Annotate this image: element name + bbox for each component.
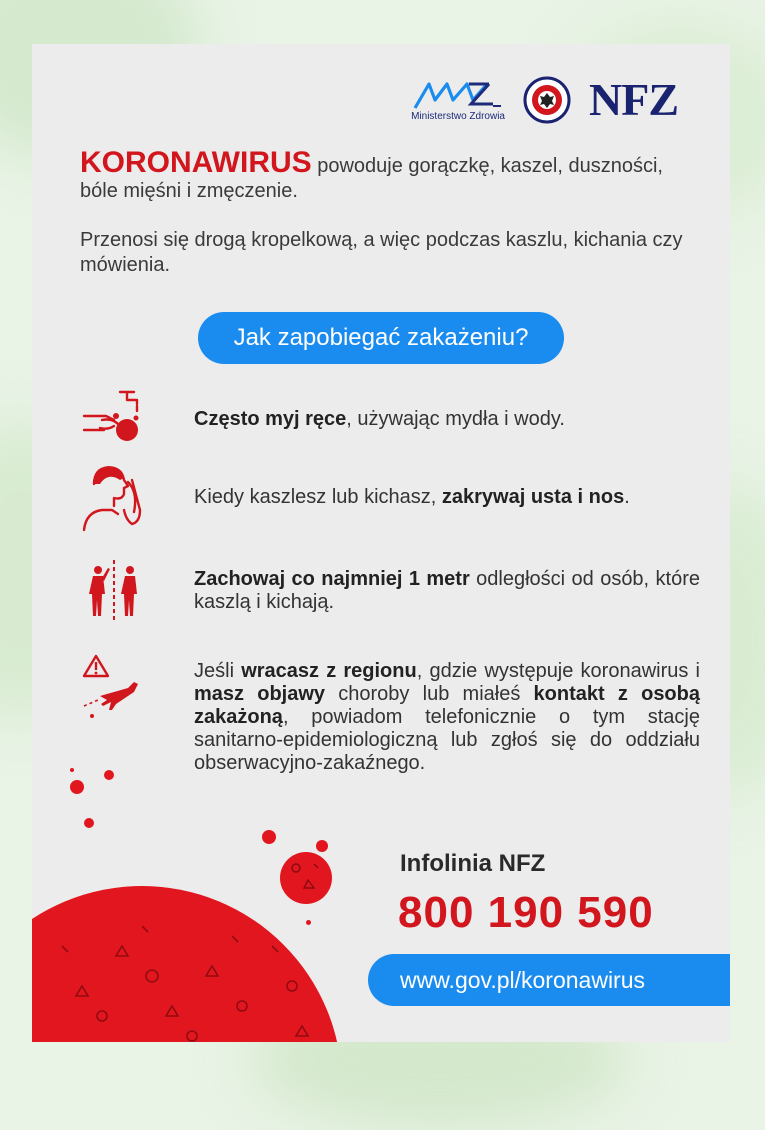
sanepid-seal-icon	[523, 76, 571, 124]
ministry-logo	[411, 78, 505, 122]
intro-transmission: Przenosi się drogą kropelkową, a więc podczas kaszlu, kichania czy mówienia.	[80, 229, 683, 276]
virus-dot	[70, 768, 74, 772]
virus-pattern-icon	[32, 886, 342, 1042]
tip-text-regular: , powiadom telefonicznie o tym stację sanitarno-epidemiologiczną lub zgłoś się do oddziału obserwacyjno-zakaźnego.	[194, 706, 700, 774]
hand-washing-icon	[80, 384, 150, 454]
logo-bar	[411, 72, 678, 128]
tip-returning-travelers	[80, 660, 700, 775]
tip-text-bold: wracasz z regionu	[241, 660, 417, 682]
tip-text-bold: Zachowaj co najmniej 1 metr	[194, 568, 470, 590]
tip-text-regular: Jeśli	[194, 660, 242, 682]
infoline-title: Infolinia NFZ	[400, 850, 546, 877]
tip-text	[194, 408, 565, 431]
tip-text-regular: odległości od osób, które kaszlą i kichają.	[194, 568, 700, 613]
tip-text-regular: , używając mydła i wody.	[346, 407, 565, 430]
ministry-mz-icon	[413, 78, 503, 110]
cover-cough-icon	[80, 462, 150, 532]
nfz-logo: NFZ	[589, 74, 678, 125]
distance-icon	[80, 556, 150, 626]
website-link[interactable]: www.gov.pl/koronawirus	[368, 954, 730, 1006]
virus-dot	[306, 920, 311, 925]
headline: KORONAWIRUS	[80, 146, 312, 179]
tip-cover-cough	[80, 462, 700, 532]
symptoms-text: powoduje gorączkę, kaszel, duszności, bóle mięśni i zmęczenie.	[80, 155, 663, 202]
tip-text	[194, 568, 700, 614]
ministry-name: Ministerstwo Zdrowia	[411, 111, 505, 122]
tip-text-regular: Kiedy kaszlesz lub kichasz,	[194, 485, 442, 508]
tip-keep-distance	[80, 556, 700, 626]
virus-dot	[262, 830, 276, 844]
virus-decoration-circle	[32, 886, 342, 1042]
tip-text-bold: masz objawy	[194, 683, 326, 705]
tip-wash-hands	[80, 384, 700, 454]
virus-dot	[84, 818, 94, 828]
intro-text	[80, 146, 700, 278]
tip-text-regular: choroby lub miałeś	[325, 683, 534, 705]
virus-cell-icon	[278, 850, 334, 906]
tip-text-bold: zakrywaj usta i nos	[441, 485, 625, 508]
virus-dot	[104, 770, 114, 780]
virus-dot	[70, 780, 84, 794]
poster-card	[32, 44, 730, 1042]
tip-text	[194, 486, 630, 509]
tip-text-bold: kontakt z osobą zakażoną	[194, 683, 700, 728]
tip-text-bold: Często myj ręce	[194, 407, 347, 430]
prevention-heading: Jak zapobiegać zakażeniu?	[198, 312, 564, 364]
tip-text-regular: .	[624, 485, 630, 508]
intro-symptoms	[80, 146, 700, 204]
tip-text	[194, 660, 700, 775]
warning-plane-icon	[80, 652, 150, 722]
infoline-phone[interactable]: 800 190 590	[398, 888, 654, 937]
tip-text-regular: , gdzie występuje koronawirus i	[416, 660, 700, 682]
